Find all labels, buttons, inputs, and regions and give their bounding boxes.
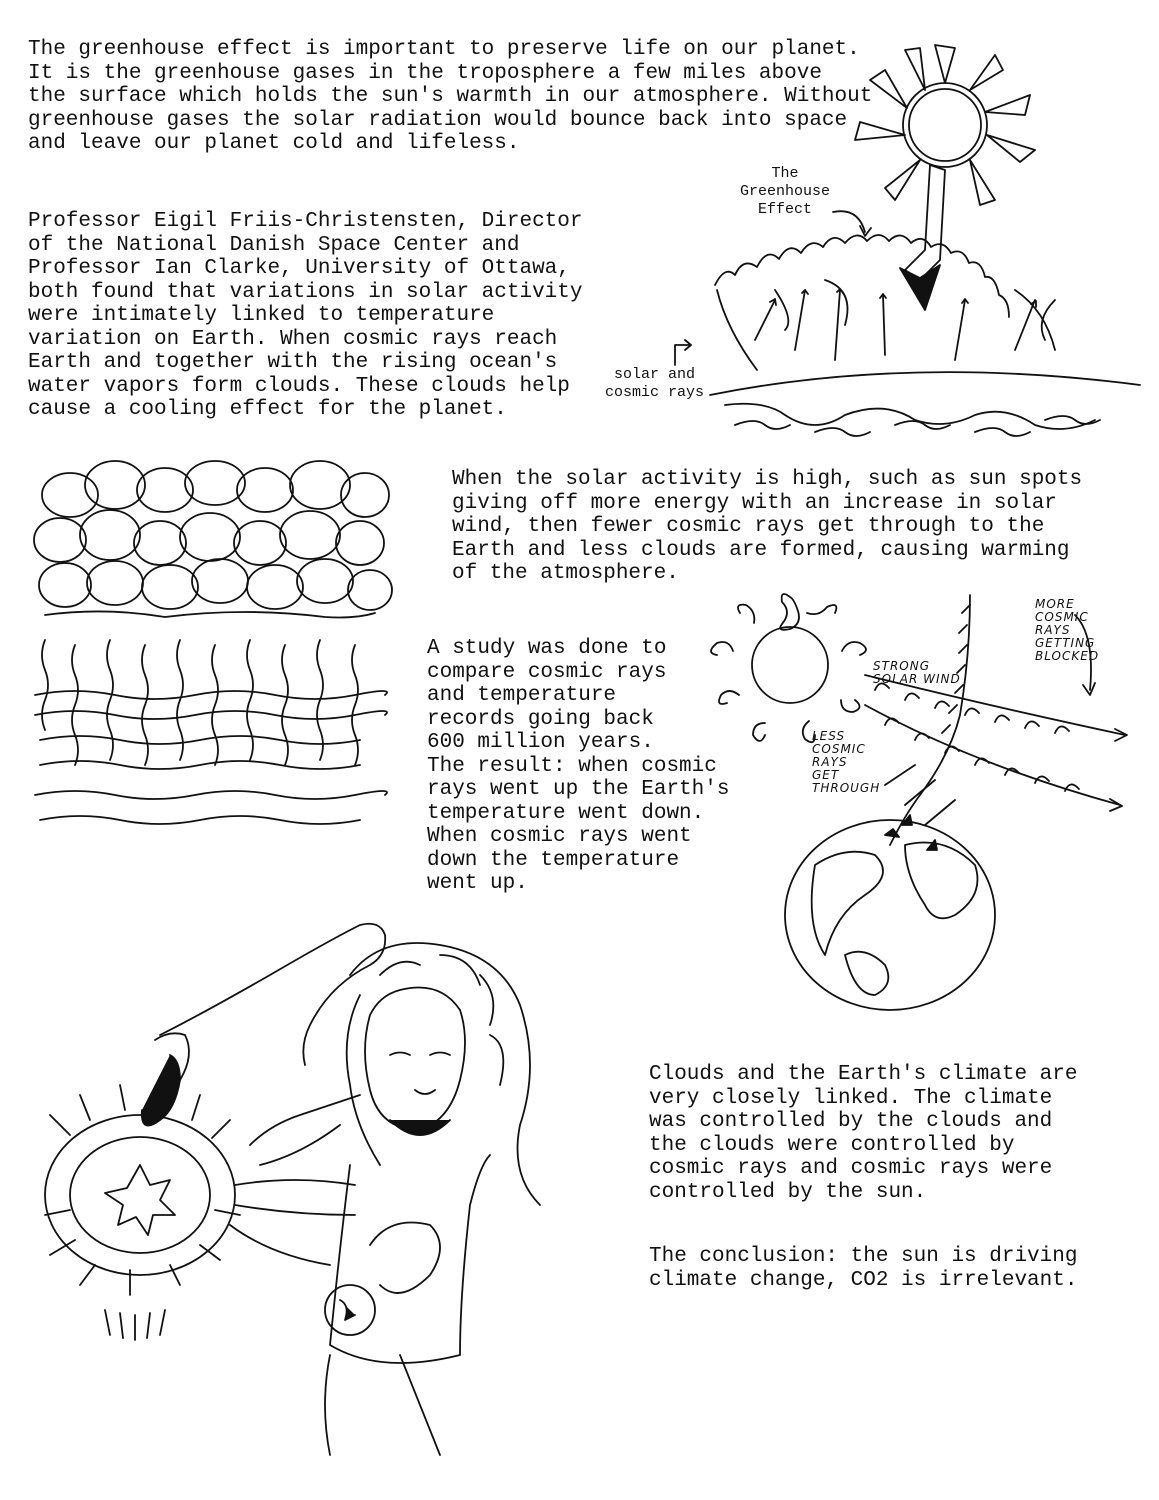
rain-icon	[42, 640, 358, 765]
more-cosmic-rays-blocked-label: MORE COSMIC RAYS GETTING BLOCKED	[1035, 597, 1100, 663]
figure-sun-illustration	[20, 915, 600, 1475]
earth-icon	[785, 820, 995, 1010]
study-paragraph: A study was done to compare cosmic rays and temperature records going back 600 million years. The result: when cosmic rays went up the Earth's temperature went down. When cosmic rays went down the temperature went up.	[427, 637, 730, 895]
clouds-climate-paragraph: Clouds and the Earth's climate are very closely linked. The climate was controlled by the clouds and the clouds were controlled by cosmic rays and cosmic rays were controlled by the sun.	[649, 1063, 1078, 1204]
cloud-icon	[34, 461, 392, 618]
solar-cosmic-rays-label: solar and cosmic rays	[605, 366, 705, 401]
professors-paragraph: Professor Eigil Friis-Christensten, Director of the National Danish Space Center and Professor Ian Clarke, University of Ottawa, both found that variations in solar activity were intimately linked to temperature variation on Earth. When cosmic rays reach Earth and together with the rising ocean's water vapors form clouds. These clouds help cause a cooling effect for the planet.	[28, 210, 583, 421]
solar-activity-paragraph: When the solar activity is high, such as sun spots giving off more energy with an increase in solar wind, then fewer cosmic rays get through to the Earth and less clouds are formed, causing warming of the atmosphere.	[452, 468, 1083, 585]
head-icon	[347, 943, 540, 1205]
ocean-waves-icon	[35, 691, 387, 824]
clouds-rain-illustration	[20, 455, 400, 835]
less-cosmic-rays-label: LESS COSMIC RAYS GET THROUGH	[812, 729, 881, 795]
greenhouse-pointer-arrow	[833, 211, 865, 232]
greenhouse-effect-label: The Greenhouse Effect	[740, 165, 831, 218]
strong-solar-wind-label: STRONG SOLAR WIND	[873, 659, 961, 686]
sun-icon	[711, 594, 866, 742]
cosmic-ray-stream	[890, 595, 970, 845]
raised-arm	[160, 924, 385, 1065]
held-sun-icon	[45, 1085, 360, 1340]
intro-paragraph: The greenhouse effect is important to preserve life on our planet. It is the greenhouse gases in the troposphere a few miles above the surface which holds the sun's warmth in our atmosphere. Without greenhouse gases the solar radiation would bounce back into space and leave our planet cold and lifeless.	[28, 38, 873, 155]
conclusion-paragraph: The conclusion: the sun is driving climate change, CO2 is irrelevant.	[649, 1245, 1078, 1292]
body	[330, 1155, 490, 1363]
